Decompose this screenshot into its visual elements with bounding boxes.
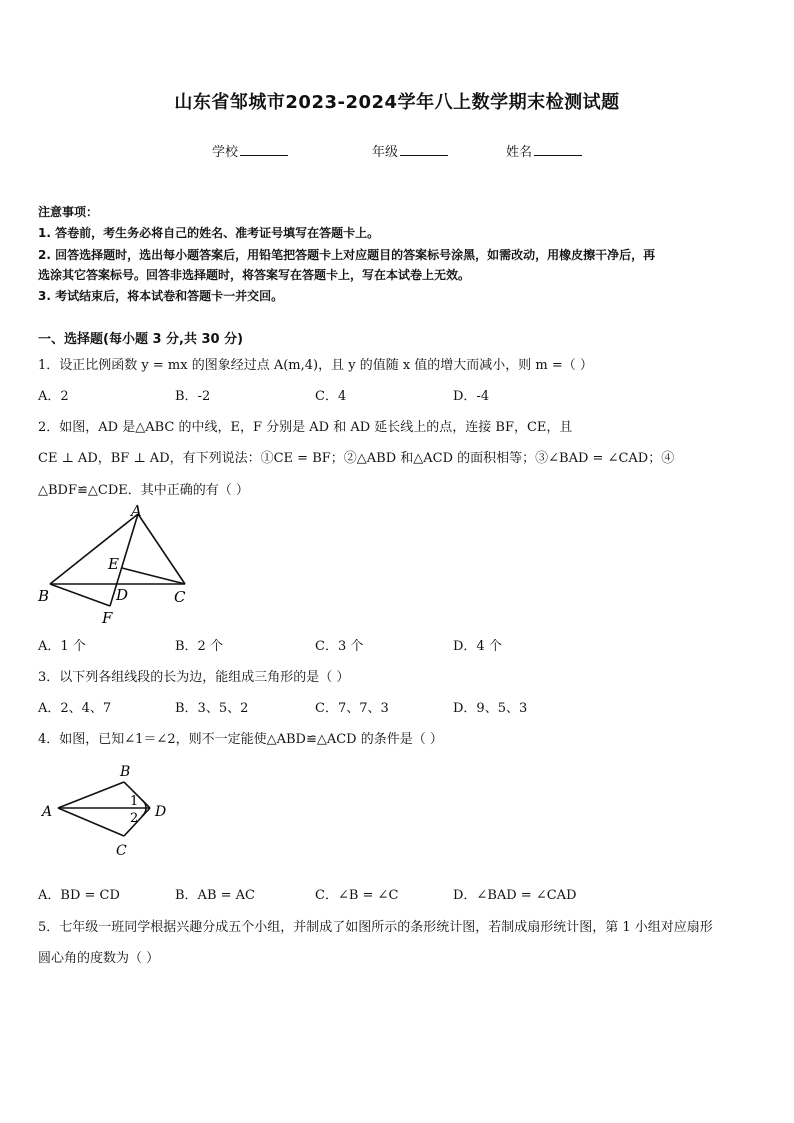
question-2-text: △BDF≌△CDE．其中正确的有（ ） [38,483,249,498]
question-2-option-a: A．1 个 [38,639,86,654]
question-2-text: CE ⊥ AD，BF ⊥ AD，有下列说法：①CE = BF；②△ABD 和△ACD 的面积相等；③∠BAD = ∠CAD；④ [38,451,675,466]
school-label: 学校 [212,145,239,160]
label-c: C [116,843,127,859]
question-4-text: 4．如图，已知∠1＝∠2，则不一定能使△ABD≌△ACD 的条件是（ ） [38,732,443,747]
page-title: 山东省邹城市2023-2024学年八上数学期末检测试题 [174,92,620,113]
notice-line: 2. 回答选择题时，选出每小题答案后，用铅笔把答题卡上对应题目的答案标号涂黑，如需改动，用橡皮擦干净后，再 [38,248,656,262]
label-d: D [155,804,167,820]
question-4-option-d: D．∠BAD = ∠CAD [453,888,577,903]
question-1-option-a: A．2 [38,389,69,404]
label-f: F [102,609,113,627]
question-1-option-d: D．-4 [453,389,490,404]
question-1-option-b: B．-2 [175,389,211,404]
grade-blank [400,143,448,156]
segment-bf [50,584,110,606]
label-e: E [108,555,119,573]
notice-line: 3. 考试结束后，将本试卷和答题卡一并交回。 [38,289,284,303]
name-label: 姓名 [506,145,533,160]
name-blank [534,143,582,156]
question-2-option-d: D．4 个 [453,639,502,654]
label-a: A [42,804,53,820]
question-1-option-c: C．4 [315,389,347,404]
school-field [212,141,288,160]
notice-line: 选涂其它答案标号。回答非选择题时，将答案写在答题卡上，写在本试卷上无效。 [38,268,471,282]
segment-ac [58,808,124,836]
question-4-option-b: B．AB = AC [175,888,255,903]
question-2-figure [34,502,194,627]
question-4-option-a: A．BD = CD [38,888,120,903]
question-4-option-c: C．∠B = ∠C [315,888,399,903]
segment-ab [58,782,124,808]
question-1-text: 1．设正比例函数 y = mx 的图象经过点 A(m,4)，且 y 的值随 x 值的增大而减小，则 m =（ ） [38,358,593,373]
label-b: B [38,587,50,605]
label-c: C [174,588,186,606]
question-2-option-b: B．2 个 [175,639,223,654]
question-3-option-b: B．3、5、2 [175,701,249,716]
question-3-option-d: D．9、5、3 [453,701,528,716]
section-heading: 一、选择题(每小题 3 分,共 30 分) [38,332,244,347]
question-2-text: 2．如图，AD 是△ABC 的中线，E，F 分别是 AD 和 AD 延长线上的点，连接 BF，CE，且 [38,420,573,435]
question-3-option-c: C．7、7、3 [315,701,389,716]
name-field [506,141,582,160]
question-2-option-c: C．3 个 [315,639,364,654]
label-angle-1: 1 [130,794,139,809]
label-d: D [116,586,129,604]
grade-label: 年级 [372,145,399,160]
label-b: B [120,764,131,780]
school-blank [240,143,288,156]
notice-line: 1. 答卷前，考生务必将自己的姓名、准考证号填写在答题卡上。 [38,226,380,240]
grade-field [372,141,448,160]
question-4-figure [40,760,180,860]
segment-ab [50,514,138,584]
label-a: A [131,502,142,520]
question-3-text: 3．以下列各组线段的长为边，能组成三角形的是（ ） [38,670,350,685]
question-5-text: 圆心角的度数为（ ） [38,951,160,966]
question-5-text: 5．七年级一班同学根据兴趣分成五个小组，并制成了如图所示的条形统计图，若制成扇形统计图，第 1 小组对应扇形 [38,920,713,935]
question-3-option-a: A．2、4、7 [38,701,112,716]
notice-heading: 注意事项： [38,205,99,219]
label-angle-2: 2 [130,811,139,826]
